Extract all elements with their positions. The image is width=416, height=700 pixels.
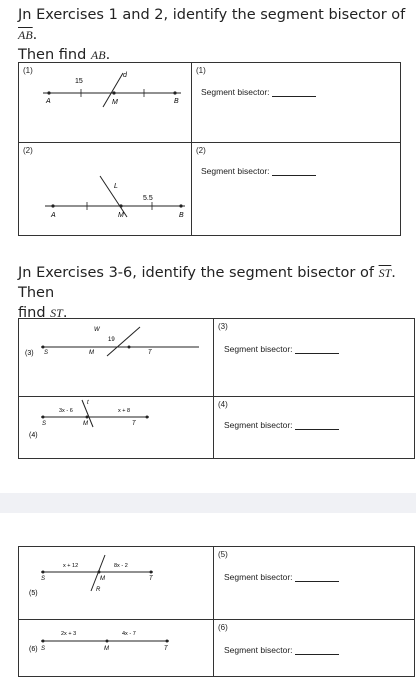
label-m: M xyxy=(89,350,94,356)
label-b: B xyxy=(174,98,179,105)
answer-number: (2) xyxy=(196,146,206,155)
answer-cell-2 xyxy=(192,143,401,236)
point-a xyxy=(47,91,50,94)
left-expression: x + 12 xyxy=(63,563,79,569)
label-t: T xyxy=(132,421,136,427)
point-m xyxy=(112,91,115,94)
label-d: d xyxy=(123,72,127,79)
point-s xyxy=(42,571,45,574)
heading-text: Then find xyxy=(18,47,91,63)
heading-text: Jn Exercises 3-6, identify the segment bisector of xyxy=(18,265,379,281)
label-s: S xyxy=(44,350,49,356)
answer-number: (3) xyxy=(218,322,228,331)
page-break-divider xyxy=(0,493,416,513)
answer-cell-3 xyxy=(214,319,415,397)
instructions-heading-1 xyxy=(18,5,416,65)
diagram-6 xyxy=(19,620,213,677)
segment-ab: $\overline{AB}$ xyxy=(18,28,33,42)
answer-blank[interactable] xyxy=(295,344,339,354)
diagram-5 xyxy=(19,547,213,620)
answer-cell-1 xyxy=(192,63,401,143)
answer-blank[interactable] xyxy=(295,420,339,430)
point-s xyxy=(42,640,45,643)
point-t xyxy=(146,416,149,419)
label-l: L xyxy=(114,183,118,190)
diagram-2 xyxy=(19,143,191,236)
point-a xyxy=(51,204,54,207)
label-t: T xyxy=(148,350,152,356)
diagram-cell-2 xyxy=(19,143,192,236)
answer-label: Segment bisector: xyxy=(201,166,270,176)
segment-bisector-answer xyxy=(201,166,316,176)
exercise-number: (1) xyxy=(23,66,33,75)
diagram-cell-6 xyxy=(19,620,214,677)
diagram-cell-3 xyxy=(19,319,214,397)
answer-blank[interactable] xyxy=(295,572,339,582)
measure-label: 19 xyxy=(108,337,115,343)
label-m: M xyxy=(104,646,109,652)
label-t: T xyxy=(149,576,153,582)
exercise-table-2 xyxy=(18,318,415,459)
diagram-1 xyxy=(19,63,191,143)
label-a: A xyxy=(46,98,51,105)
label-r: R xyxy=(96,587,101,593)
heading-text: . xyxy=(105,47,111,63)
exercise-number: (6) xyxy=(29,646,38,653)
point-t xyxy=(166,640,169,643)
heading-text: . Then xyxy=(18,265,396,301)
answer-number: (6) xyxy=(218,623,228,632)
answer-label: Segment bisector: xyxy=(224,572,293,582)
right-expression: 4x - 7 xyxy=(122,631,136,637)
answer-cell-5 xyxy=(214,547,415,620)
exercise-row-2 xyxy=(19,143,401,236)
measure-label: 5.5 xyxy=(143,195,153,202)
label-m: M xyxy=(83,421,88,427)
answer-label: Segment bisector: xyxy=(224,344,293,354)
exercise-number: (5) xyxy=(29,590,38,597)
right-expression: 8x - 2 xyxy=(114,563,128,569)
point-b xyxy=(173,91,176,94)
label-s: S xyxy=(41,576,46,582)
exercise-number: (3) xyxy=(25,350,34,357)
instructions-heading-2 xyxy=(18,263,416,323)
label-s: S xyxy=(42,421,47,427)
answer-cell-4 xyxy=(214,397,415,459)
answer-number: (5) xyxy=(218,550,228,559)
label-m: M xyxy=(112,99,118,106)
diagram-cell-5 xyxy=(19,547,214,620)
exercise-row-5 xyxy=(19,547,415,620)
segment-st: ST xyxy=(50,306,63,320)
heading-1-line-1 xyxy=(18,5,416,45)
segment-ab: AB xyxy=(90,48,106,62)
segment-bisector-answer xyxy=(201,87,316,97)
heading-text: . xyxy=(62,305,68,321)
exercise-row-1 xyxy=(19,63,401,143)
exercise-number: (4) xyxy=(29,432,38,439)
exercise-row-4 xyxy=(19,397,415,459)
answer-number: (4) xyxy=(218,400,228,409)
answer-label: Segment bisector: xyxy=(201,87,270,97)
exercise-row-3 xyxy=(19,319,415,397)
heading-text: find xyxy=(18,305,51,321)
exercise-row-6 xyxy=(19,620,415,677)
point-s xyxy=(42,346,45,349)
segment-bisector-answer xyxy=(224,645,339,655)
diagram-cell-1 xyxy=(19,63,192,143)
label-m: M xyxy=(118,212,124,219)
right-expression: x + 8 xyxy=(118,408,131,414)
heading-text: Jn Exercises 1 and 2, identify the segment bisector of xyxy=(18,7,406,23)
answer-blank[interactable] xyxy=(272,166,316,176)
label-a: A xyxy=(51,212,56,219)
answer-number: (1) xyxy=(196,66,206,75)
diagram-cell-4 xyxy=(19,397,214,459)
exercise-table-3 xyxy=(18,546,415,677)
segment-bisector-answer xyxy=(224,420,339,430)
left-expression: 2x + 3 xyxy=(61,631,77,637)
exercise-table-1 xyxy=(18,62,401,236)
heading-text: . xyxy=(32,27,38,43)
answer-label: Segment bisector: xyxy=(224,420,293,430)
label-b: B xyxy=(179,212,184,219)
answer-blank[interactable] xyxy=(295,645,339,655)
point-m xyxy=(106,640,109,643)
label-m: M xyxy=(100,576,105,582)
segment-bisector-answer xyxy=(224,344,339,354)
segment-bisector-answer xyxy=(224,572,339,582)
label-t: T xyxy=(164,646,168,652)
label-t: t xyxy=(87,400,89,406)
answer-cell-6 xyxy=(214,620,415,677)
exercise-number: (2) xyxy=(23,146,33,155)
label-s: S xyxy=(41,646,46,652)
measure-label: 15 xyxy=(75,78,83,85)
diagram-3 xyxy=(19,319,213,397)
point-b xyxy=(179,204,182,207)
bisector-line xyxy=(91,555,105,591)
point-m xyxy=(128,346,131,349)
left-expression: 3x - 6 xyxy=(59,408,73,414)
label-w: W xyxy=(94,327,100,333)
segment-st: $\overline{ST}$ xyxy=(378,266,392,280)
answer-label: Segment bisector: xyxy=(224,645,293,655)
point-t xyxy=(150,571,153,574)
point-s xyxy=(42,416,45,419)
heading-2-line-1 xyxy=(18,263,416,303)
answer-blank[interactable] xyxy=(272,87,316,97)
diagram-4 xyxy=(19,397,213,459)
